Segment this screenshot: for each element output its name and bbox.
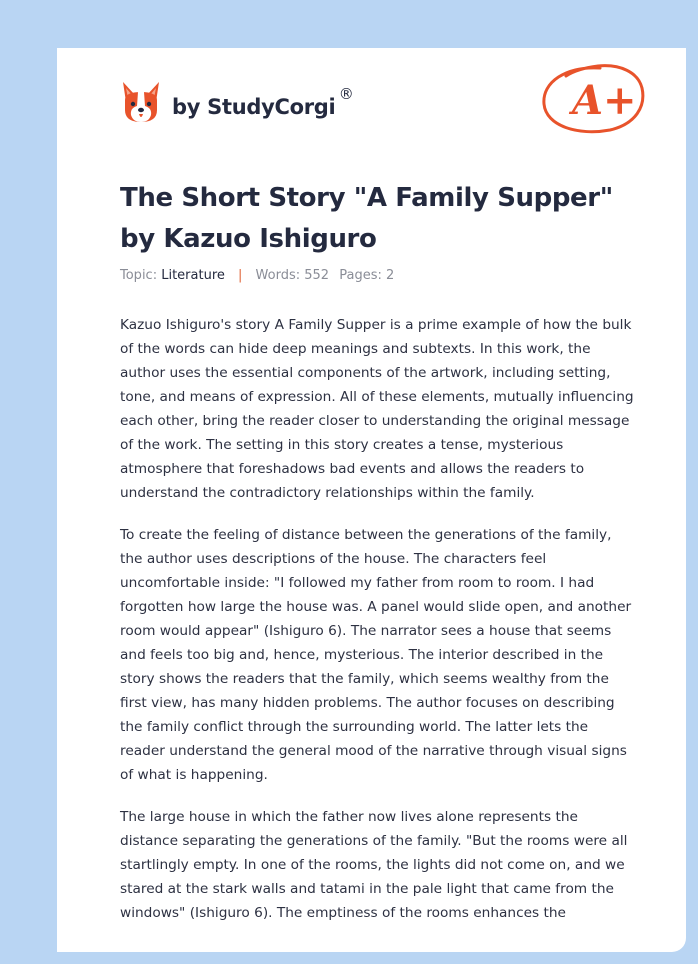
document-page [57,48,686,952]
paragraph: To create the feeling of distance between the generations of the family, the author uses descriptions of the house. The characters feel uncomfortable inside: "I followed my father from room to room. I had forgotten how large the house was. A panel would slide open, and another room would appear" (Ishiguro 6). The narrator sees a house that seems and feels too big and, hence, mysterious. The interior described in the story shows the readers that the family, which seems wealthy from the first view, has many hidden problems. The author focuses on describing the family conflict through the surrounding world. The latter lets the reader understand the general mood of the narrative through visual signs of what is happening. [120,527,632,783]
paragraph: Kazuo Ishiguro's story A Family Supper is a prime example of how the bulk of the words can hide deep meanings and subtexts. In this work, the author uses the essential components of the artwork, including setting, tone, and means of expression. All of these elements, mutually influencing each other, bring the reader closer to understanding the original message of the work. The setting in this story creates a tense, mysterious atmosphere that foreshadows bad events and allows the readers to understand the contradictory relationships within the family. [120,317,634,501]
topic-link[interactable]: Literature [161,268,225,283]
paragraph: The large house in which the father now lives alone represents the distance separating the generations of the family. "But the rooms were all startlingly empty. In one of the rooms, the lights did not come on, and we stared at the stark walls and tatami in the pale light that came from the windows" (Ishiguro 6). The emptiness of the rooms enhances the [120,809,628,921]
words-label: Words: [255,268,301,283]
pages-label: Pages: [339,268,382,283]
article-body [120,313,635,943]
article-title: The Short Story "A Family Supper" by Kazuo Ishiguro [120,183,613,254]
grade-text: A+ [572,77,637,124]
brand-name-text: by StudyCorgi [172,95,336,119]
corgi-icon [120,78,162,126]
studycorgi-logo[interactable] [120,74,354,130]
article-meta [120,268,394,283]
words-count: 552 [304,268,330,283]
pages-count: 2 [386,268,395,283]
topic-label: Topic: [120,268,158,283]
brand-name [172,85,354,119]
grade-badge [538,60,648,140]
meta-separator: | [238,268,243,283]
registered-mark: ® [338,85,354,103]
